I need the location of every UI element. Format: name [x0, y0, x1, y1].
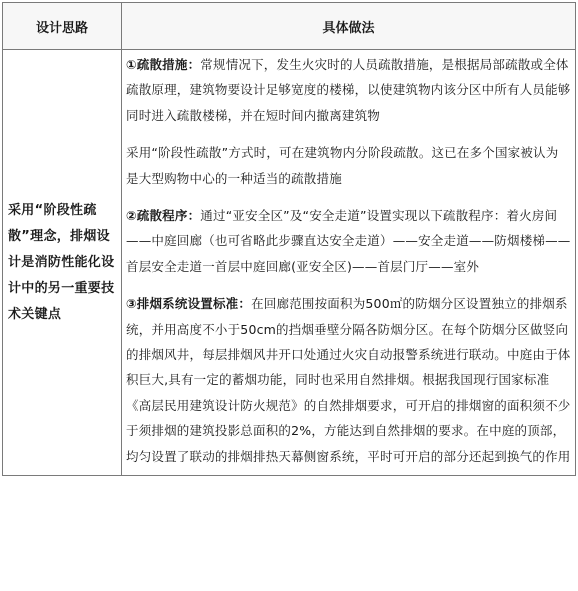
header-design-idea: 设计思路	[3, 3, 122, 50]
evacuation-procedure-text: 通过“亚安全区”及“安全走道”设置实现以下疏散程序：着火房间——中庭回廊（也可省略此步骤直达安全走道）——安全走道——防烟楼梯——首层安全走道一首层中庭回廊(亚安全区)——首层门厅——室外	[126, 208, 571, 274]
smoke-exhaust-standard-heading: ③排烟系统设置标准：	[126, 296, 252, 312]
evacuation-procedure-heading: ②疏散程序：	[126, 208, 201, 224]
paragraph-evacuation-measures	[126, 52, 571, 128]
table-row	[3, 50, 576, 476]
evacuation-measures-text: 常规情况下，发生火灾时的人员疏散措施，是根据局部疏散或全体疏散原理，建筑物要设计足够宽度的楼梯，以使建筑物内该分区中所有人员能够同时进入疏散楼梯，并在短时间内撤离建筑物	[126, 57, 571, 123]
header-specific-approach: 具体做法	[122, 3, 576, 50]
header-row	[3, 3, 576, 50]
design-idea-cell: 采用“阶段性疏散”理念，排烟设计是消防性能化设计中的另一重要技术关键点	[3, 50, 122, 476]
paragraph-phased-evacuation: 采用“阶段性疏散”方式时，可在建筑物内分阶段疏散。这已在多个国家被认为是大型购物中心的一种适当的疏散措施	[126, 145, 559, 186]
paragraph-evacuation-procedure	[126, 203, 571, 279]
paragraph-smoke-exhaust-standard	[126, 291, 571, 469]
approach-cell	[122, 50, 576, 476]
smoke-exhaust-standard-text: 在回廊范围按面积为500㎡的防烟分区设置独立的排烟系统，并用高度不小于50cm的挡烟垂壁分隔各防烟分区。在每个防烟分区做竖向的排烟风井，每层排烟风井开口处通过火灾自动报警系统进行联动。中庭由于体积巨大,具有一定的蓄烟功能，同时也采用自然排烟。根据我国现行国家标准《高层民用建筑设计防火规范》的自然排烟要求，可开启的排烟窗的面积须不少于须排烟的建筑投影总面积的2%，方能达到自然排烟的要求。在中庭的顶部，均匀设置了联动的排烟排热天幕侧窗系统，平时可开启的部分还起到换气的作用	[126, 296, 571, 464]
design-table	[2, 2, 576, 476]
evacuation-measures-heading: ①疏散措施：	[126, 57, 201, 72]
